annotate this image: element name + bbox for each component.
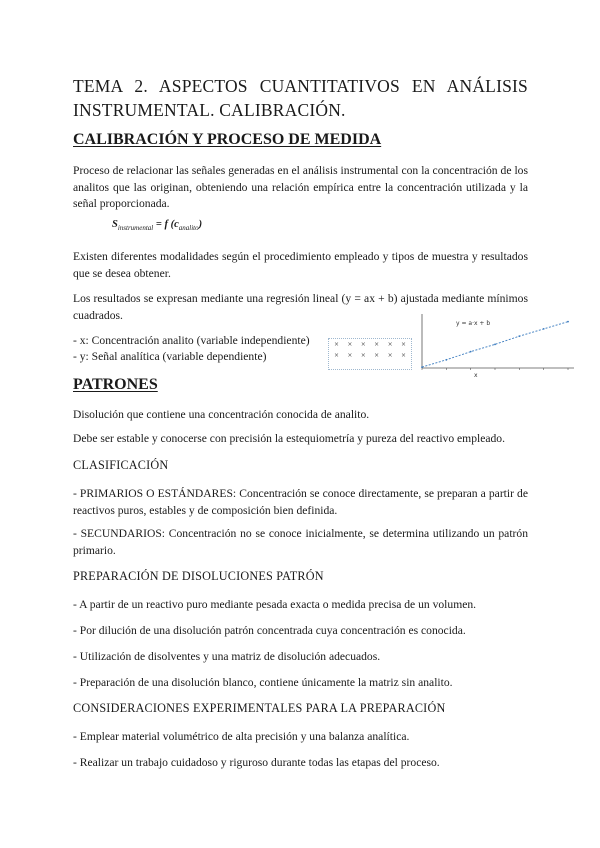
data-point (445, 359, 447, 361)
formula-s-sub: instrumental (117, 224, 154, 233)
data-point (470, 351, 472, 353)
item-secundarios: - SECUNDARIOS: Concentración no se conoce inicialmente, se determina utilizando un patrón primario. (73, 527, 528, 557)
item-prep-4: - Preparación de una disolución blanco, contiene únicamente la matriz sin analito. (73, 676, 453, 689)
item-prep-2: - Por dilución de una disolución patrón concentrada cuya concentración es conocida. (73, 624, 466, 637)
paragraph-modalidades: Existen diferentes modalidades según el procedimiento empleado y tipos de muestra y resultados que se desea obtener. (73, 250, 528, 280)
heading-consideraciones: CONSIDERACIONES EXPERIMENTALES PARA LA PREPARACIÓN (73, 701, 446, 715)
heading-preparacion: PREPARACIÓN DE DISOLUCIONES PATRÓN (73, 569, 324, 583)
variable-y: - y: Señal analítica (variable dependiente) (73, 350, 267, 363)
data-table-thumbnail (328, 338, 412, 370)
data-point (567, 321, 569, 323)
section-heading-patrones: PATRONES (73, 376, 158, 393)
paragraph-patron-estable: Debe ser estable y conocerse con precisión la estequiometría y pureza del reactivo empleado. (73, 432, 505, 445)
item-prep-1: - A partir de un reactivo puro mediante pesada exacta o medida precisa de un volumen. (73, 598, 477, 611)
chart-annotation: y = a·x + b (456, 320, 491, 327)
paragraph-definition: Proceso de relacionar las señales generadas en el análisis instrumental con la concentración de los analitos que las originan, obteniendo una relación empírica entre la concentración utilizada y la señal proporcionada. (73, 164, 528, 210)
table-row: × × × × × × (334, 352, 406, 359)
calibration-chart (408, 310, 578, 380)
heading-clasificacion: CLASIFICACIÓN (73, 458, 169, 472)
item-consid-1: - Emplear material volumétrico de alta precisión y una balanza analítica. (73, 730, 410, 743)
formula-s: S (112, 219, 118, 230)
paragraph-patron-def: Disolución que contiene una concentración conocida de analito. (73, 408, 370, 421)
variable-x: - x: Concentración analito (variable independiente) (73, 334, 310, 347)
formula (112, 219, 202, 232)
data-point (421, 366, 423, 368)
item-consid-2: - Realizar un trabajo cuidadoso y riguroso durante todas las etapas del proceso. (73, 756, 440, 769)
formula-c-sub: analito (178, 224, 199, 233)
item-primarios: - PRIMARIOS O ESTÁNDARES: Concentración se conoce directamente, se preparan a partir de reactivos puros, estables y de composición bien definida. (73, 487, 528, 517)
page-title: TEMA 2. ASPECTOS CUANTITATIVOS EN ANÁLISIS INSTRUMENTAL. CALIBRACIÓN. (73, 76, 528, 120)
formula-end: ) (198, 219, 203, 230)
data-point (543, 328, 545, 330)
x-axis-label: x (474, 372, 478, 379)
section-heading-calibracion: CALIBRACIÓN Y PROCESO DE MEDIDA (73, 131, 382, 148)
data-point (494, 343, 496, 345)
item-prep-3: - Utilización de disolventes y una matriz de disolución adecuados. (73, 650, 381, 663)
paragraph-regresion: Los resultados se expresan mediante una regresión lineal (y = ax + b) ajustada mediante mínimos cuadrados. (73, 292, 528, 322)
data-point (518, 335, 520, 337)
table-row: × × × × × × (334, 341, 406, 348)
formula-mid: = f (c (153, 219, 179, 230)
